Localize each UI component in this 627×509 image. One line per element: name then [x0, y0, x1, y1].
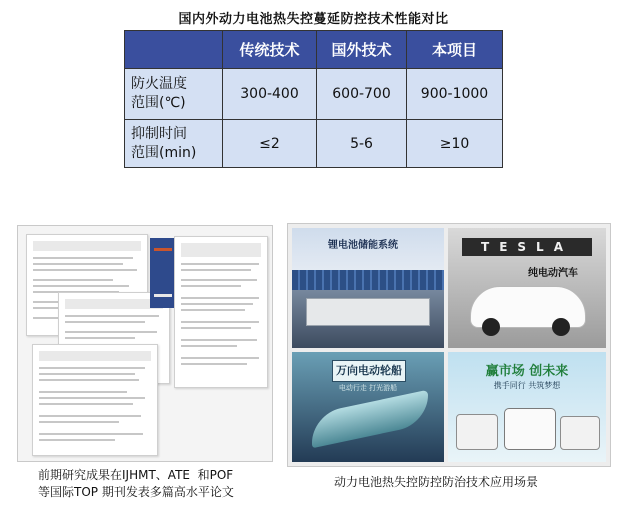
papers-collage: [17, 225, 273, 462]
left-caption-line1: 前期研究成果在IJHMT、ATE 和POF: [38, 468, 234, 482]
battery-containers: [306, 298, 430, 326]
text-line: [65, 331, 157, 333]
table-cell: 900-1000: [407, 69, 503, 120]
left-caption-line2: 等国际TOP 期刊发表多篇高水平论文: [38, 485, 234, 499]
text-line: [65, 315, 159, 317]
header-cell-corner: [125, 31, 223, 69]
comparison-table: [124, 30, 503, 168]
text-line: [181, 269, 251, 271]
paper-header: [39, 351, 151, 361]
table-cell: 5-6: [317, 120, 407, 168]
vehicle: [456, 414, 498, 450]
tile-label: 纯电动汽车: [528, 268, 578, 279]
row-label-suppress-time: [125, 120, 223, 168]
text-line: [181, 321, 259, 323]
text-line: [181, 339, 257, 341]
table-row: [125, 69, 503, 120]
text-line: [181, 327, 251, 329]
text-line: [65, 337, 135, 339]
text-line: [181, 303, 253, 305]
text-line: [181, 345, 237, 347]
text-line: [39, 373, 135, 375]
tile-electric-car: [448, 228, 606, 348]
tile-electric-bus: [448, 352, 606, 462]
paper-header: [65, 299, 163, 309]
text-line: [39, 439, 115, 441]
table-cell: 300-400: [223, 69, 317, 120]
tile-sublabel: 携手同行 共筑梦想: [493, 381, 561, 390]
row-label-text: 防火温度 范围(℃): [131, 76, 187, 111]
text-line: [181, 263, 259, 265]
table-cell: 600-700: [317, 69, 407, 120]
text-line: [39, 433, 143, 435]
tile-energy-storage: [292, 228, 444, 348]
tile-sublabel: 电动行走 打光游船: [338, 384, 398, 392]
right-caption: 动力电池热失控防控防治技术应用场景: [334, 475, 539, 489]
cover-stripe: [154, 248, 172, 251]
row-label-text: 抑制时间 范围(min): [131, 125, 197, 161]
applications-collage: [287, 223, 611, 467]
text-line: [33, 257, 133, 259]
table-cell: ≥10: [407, 120, 503, 168]
text-line: [181, 309, 245, 311]
paper-page: [174, 236, 268, 388]
tile-label: 万向电动轮船: [332, 360, 406, 382]
table-row: [125, 120, 503, 168]
text-line: [181, 363, 247, 365]
header-cell-this-project: 本项目: [407, 31, 503, 69]
solar-panels: [292, 270, 444, 290]
row-label-fire-temp: [125, 69, 223, 120]
paper-header: [33, 241, 141, 251]
text-line: [33, 279, 113, 281]
text-line: [39, 403, 133, 405]
text-line: [181, 285, 241, 287]
header-cell-foreign: 国外技术: [317, 31, 407, 69]
text-line: [33, 263, 123, 265]
paper-page: [32, 344, 158, 456]
ship-hull: [312, 390, 428, 449]
brand-sign: TESLA: [462, 238, 592, 256]
text-line: [39, 379, 139, 381]
text-line: [39, 421, 119, 423]
text-line: [39, 397, 145, 399]
text-line: [65, 321, 145, 323]
text-line: [33, 269, 137, 271]
table-title: 国内外动力电池热失控蔓延防控技术性能对比: [178, 12, 449, 27]
text-line: [39, 391, 127, 393]
car-wheel: [552, 318, 570, 336]
cover-stripe: [154, 294, 172, 297]
text-line: [181, 279, 257, 281]
table-cell: ≤2: [223, 120, 317, 168]
text-line: [181, 297, 259, 299]
header-row: [125, 31, 503, 69]
tile-label: 锂电池储能系统: [328, 240, 398, 251]
paper-header: [181, 243, 261, 257]
left-caption: [38, 467, 278, 501]
text-line: [39, 367, 145, 369]
tile-label: 赢市场 创未来: [485, 364, 569, 379]
vehicle: [504, 408, 556, 450]
text-line: [39, 415, 141, 417]
header-cell-traditional: 传统技术: [223, 31, 317, 69]
vehicle: [560, 416, 600, 450]
text-line: [181, 357, 259, 359]
car-wheel: [482, 318, 500, 336]
text-line: [33, 285, 129, 287]
journal-cover: [150, 238, 176, 308]
tile-electric-ship: [292, 352, 444, 462]
